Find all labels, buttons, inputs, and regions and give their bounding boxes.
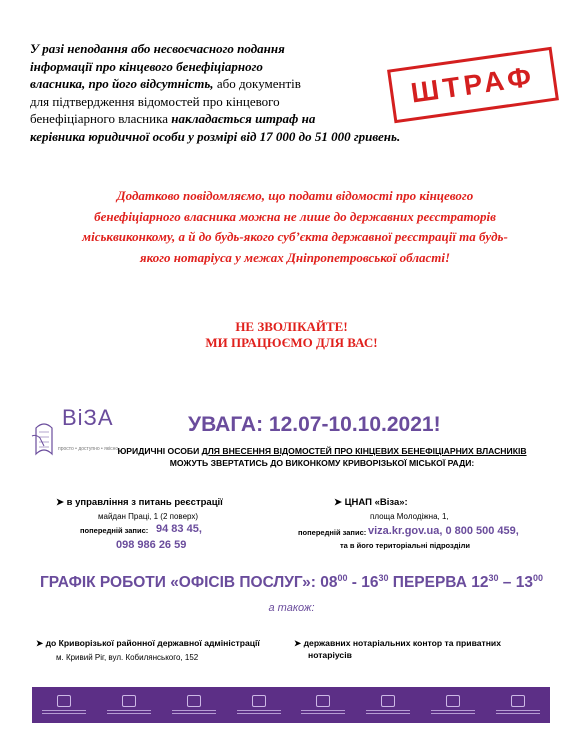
right-point-site-phone: viza.kr.gov.ua, 0 800 500 459,	[368, 525, 519, 537]
slogan-dont-delay: НЕ ЗВОЛІКАЙТЕ!	[235, 319, 348, 334]
visitor-icon	[446, 695, 460, 707]
arrow-right-icon: ➤	[334, 497, 345, 508]
institutions-line-1	[112, 446, 532, 456]
left-point-address: майдан Праці, 1 (2 поверх)	[98, 512, 199, 521]
notaries-line-2: нотаріусів	[308, 650, 352, 660]
warning-line-3a: власника, про його відсутність,	[30, 76, 214, 91]
mask-icon	[122, 695, 136, 707]
slogan-we-work: МИ ПРАЦЮЄМО ДЛЯ ВАС!	[205, 335, 378, 350]
attention-heading: УВАГА: 12.07-10.10.2021!	[188, 413, 441, 436]
left-point-title: ➤ в управління з питань реєстрації	[56, 497, 223, 508]
banner-item	[297, 690, 349, 720]
banner-item	[233, 690, 285, 720]
warning-line-2: інформації про кінцевого бенефіціарного	[30, 58, 263, 74]
banner-item	[103, 690, 155, 720]
arrow-right-icon: ➤	[56, 497, 67, 508]
warning-line-6: керівника юридичної особи у розмірі від 17 000 до 51 000 гривень.	[30, 128, 401, 144]
people-icon	[316, 695, 330, 707]
banner-item	[362, 690, 414, 720]
logo-wordmark: ВіЗА	[62, 405, 114, 430]
additional-notice	[40, 186, 550, 268]
stamp-text: ШТРАФ	[408, 60, 537, 109]
notaries-line-1: ➤ державних нотаріальних контор та приватних	[294, 638, 501, 648]
logo-tagline: просто • доступно • якісно	[58, 446, 119, 452]
notice-line-3: міськвиконкому, а й до будь-якого суб’єкта державної реєстрації та будь-	[82, 229, 508, 244]
banner-item	[492, 690, 544, 720]
left-point-prelabel: попередній запис:	[80, 526, 149, 535]
district-admin-title: ➤ до Криворізької районної державної адміністрації	[36, 638, 260, 648]
arrow-right-icon: ➤	[294, 638, 304, 648]
notice-line-4: якого нотаріуса у межах Дніпропетровської області!	[139, 249, 451, 265]
right-point-prelabel: попередній запис:	[298, 528, 367, 537]
institutions-line-1b: ДЛЯ ВНЕСЕННЯ ВІДОМОСТЕЙ ПРО КІНЦЕВИХ БЕНЕФІЦІАРНИХ ВЛАСНИКІВ	[201, 446, 527, 456]
safety-rules-banner	[32, 687, 550, 723]
also-label: а також:	[268, 602, 315, 614]
calendar-icon	[187, 695, 201, 707]
notice-line-1: Додатково повідомляємо, що подати відомості про кінцевого	[116, 188, 474, 203]
right-point-note: та в його територіальні підрозділи	[340, 541, 470, 550]
district-admin-address: м. Кривий Ріг, вул. Кобилянського, 152	[56, 653, 199, 662]
right-point-address: площа Молодіжна, 1,	[370, 512, 449, 521]
left-point-phone-2: 098 986 26 59	[116, 539, 187, 551]
distance-icon	[252, 695, 266, 707]
institutions-line-1a: ЮРИДИЧНІ ОСОБИ	[117, 446, 202, 456]
warning-line-1: У разі неподання або несвоєчасного подання	[30, 41, 285, 56]
cleaning-icon	[511, 695, 525, 707]
arrow-right-icon: ➤	[36, 638, 46, 648]
banner-item	[427, 690, 479, 720]
left-point-phone-1: 94 83 45,	[156, 523, 202, 535]
warning-line-4: для підтвердження відомостей про кінцевого	[30, 93, 280, 109]
office-icon	[381, 695, 395, 707]
warning-line-3b: або документів	[213, 76, 301, 91]
warning-line-5b: накладається штраф на	[171, 111, 316, 126]
office-schedule: ГРАФІК РОБОТИ «ОФІСІВ ПОСЛУГ»: $08^{00} - 16^{30}$ ПЕРЕРВА $12^{30} - 13^{00}$	[40, 573, 543, 592]
warning-line-5a: бенефіціарного власника	[30, 111, 172, 126]
thermometer-icon	[57, 695, 71, 707]
institutions-line-2: МОЖУТЬ ЗВЕРТАТИСЬ ДО ВИКОНКОМУ КРИВОРІЗЬКОЇ МІСЬКОЇ РАДИ:	[169, 458, 475, 468]
right-point-title: ➤ ЦНАП «Віза»:	[334, 497, 408, 508]
notice-line-2: бенефіціарного власника можна не лише до державних реєстраторів	[94, 208, 496, 224]
banner-item	[38, 690, 90, 720]
banner-item	[168, 690, 220, 720]
